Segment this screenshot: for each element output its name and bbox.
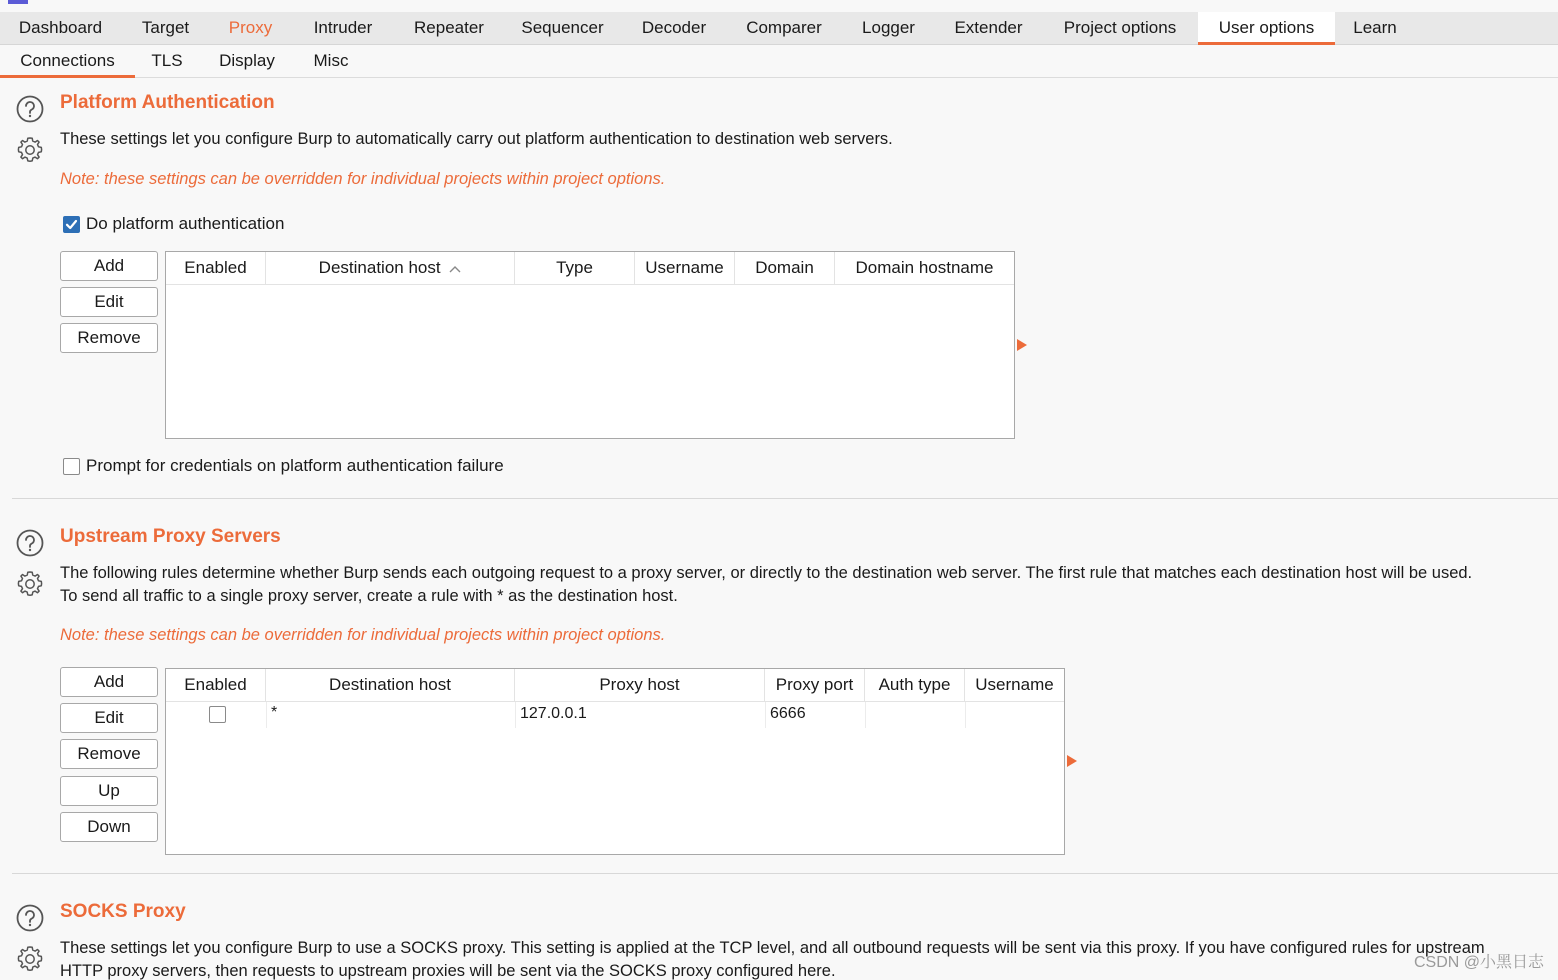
expand-arrow-icon[interactable] [1067, 755, 1077, 767]
upstream-proxy-description-2: To send all traffic to a single proxy server, create a rule with * as the destination host. [60, 587, 678, 605]
platform-auth-description: These settings let you configure Burp to automatically carry out platform authentication to destination web servers. [60, 130, 893, 148]
subtab-display[interactable]: Display [219, 51, 275, 70]
subtab-misc[interactable]: Misc [313, 51, 349, 70]
upstream-proxy-table[interactable] [165, 668, 1065, 855]
subtab-tls[interactable]: TLS [151, 51, 183, 70]
tab-extender[interactable]: Extender [954, 18, 1023, 37]
tab-user-options[interactable]: User options [1198, 12, 1335, 45]
tab-target[interactable]: Target [141, 18, 190, 37]
col-username[interactable]: Username [975, 675, 1054, 694]
platform-auth-table-header [166, 252, 1014, 285]
title-strip [0, 0, 1558, 12]
cell-divider [865, 702, 866, 728]
platform-auth-note: Note: these settings can be overridden for individual projects within project options. [60, 170, 666, 188]
row-proxy-host: 127.0.0.1 [520, 705, 587, 722]
upstream-proxy-description-1: The following rules determine whether Burp sends each outgoing request to a proxy server, or directly to the destination web server. The first rule that matches each destination host will be used. [60, 564, 1473, 582]
col-username[interactable]: Username [635, 252, 735, 285]
socks-proxy-description-2: HTTP proxy servers, then requests to upstream proxies will be sent via the SOCKS proxy configured here. [60, 962, 836, 980]
col-enabled[interactable]: Enabled [166, 252, 266, 285]
tab-logger[interactable]: Logger [862, 18, 915, 37]
col-proxy-host[interactable]: Proxy host [515, 669, 765, 702]
platform-auth-title: Platform Authentication [60, 92, 275, 113]
col-enabled[interactable]: Enabled [166, 669, 266, 702]
upstream-proxy-note: Note: these settings can be overridden for individual projects within project options. [60, 626, 666, 644]
col-proxy-port[interactable]: Proxy port [765, 669, 865, 702]
row-enabled-checkbox[interactable] [209, 706, 226, 723]
col-domain[interactable]: Domain [735, 252, 835, 285]
socks-proxy-description-1: These settings let you configure Burp to use a SOCKS proxy. This setting is applied at the TCP level, and all outbound requests will be sent via this proxy. If you have configured rules for upstream [60, 939, 1485, 957]
col-destination-host-label: Destination host [318, 258, 441, 277]
prompt-credentials-row[interactable] [63, 456, 504, 476]
platform-add-button[interactable]: Add [60, 251, 158, 281]
cell-divider [266, 702, 267, 728]
cell-divider [765, 702, 766, 728]
help-icon[interactable] [15, 903, 45, 933]
socks-proxy-title: SOCKS Proxy [60, 901, 186, 922]
table-row[interactable] [166, 702, 1064, 728]
prompt-credentials-label: Prompt for credentials on platform authentication failure [86, 456, 504, 475]
platform-remove-button[interactable]: Remove [60, 323, 158, 353]
upstream-up-button[interactable]: Up [60, 776, 158, 806]
upstream-proxy-title: Upstream Proxy Servers [60, 526, 281, 547]
watermark: CSDN @小黑日志 [1413, 954, 1544, 971]
expand-arrow-icon[interactable] [1017, 339, 1027, 351]
tab-proxy[interactable]: Proxy [228, 18, 273, 37]
section-divider [12, 873, 1558, 874]
burp-logo-icon [8, 0, 28, 4]
col-destination-host[interactable] [266, 252, 515, 285]
upstream-down-button[interactable]: Down [60, 812, 158, 842]
tab-dashboard[interactable]: Dashboard [18, 18, 103, 37]
upstream-proxy-table-header [166, 669, 1064, 702]
tab-intruder[interactable]: Intruder [313, 18, 373, 37]
help-icon[interactable] [15, 94, 45, 124]
settings-gear-icon[interactable] [15, 569, 45, 599]
cell-divider [965, 702, 966, 728]
tab-learn[interactable]: Learn [1353, 18, 1397, 37]
upstream-add-button[interactable]: Add [60, 667, 158, 697]
do-platform-auth-label: Do platform authentication [86, 214, 285, 233]
upstream-edit-button[interactable]: Edit [60, 703, 158, 733]
col-destination-host[interactable]: Destination host [266, 669, 515, 702]
tab-decoder[interactable]: Decoder [641, 18, 707, 37]
sort-ascending-icon [449, 265, 461, 273]
prompt-credentials-checkbox[interactable] [63, 458, 80, 475]
tab-comparer[interactable]: Comparer [746, 18, 822, 37]
col-auth-type[interactable]: Auth type [865, 669, 965, 702]
checkmark-icon [65, 218, 78, 231]
platform-edit-button[interactable]: Edit [60, 287, 158, 317]
subtab-connections[interactable]: Connections [0, 45, 135, 78]
tab-project-options[interactable]: Project options [1063, 18, 1177, 37]
section-divider [12, 498, 1558, 499]
do-platform-auth-row[interactable] [63, 214, 284, 234]
sub-tab-bar [0, 45, 1558, 78]
upstream-remove-button[interactable]: Remove [60, 739, 158, 769]
col-domain-hostname[interactable]: Domain hostname [855, 258, 994, 277]
cell-divider [515, 702, 516, 728]
main-tab-bar [0, 12, 1558, 45]
row-proxy-port: 6666 [770, 705, 806, 722]
help-icon[interactable] [15, 528, 45, 558]
settings-gear-icon[interactable] [15, 135, 45, 165]
platform-auth-table[interactable] [165, 251, 1015, 439]
settings-gear-icon[interactable] [15, 944, 45, 974]
tab-sequencer[interactable]: Sequencer [521, 18, 604, 37]
row-destination-host: * [271, 704, 278, 721]
tab-repeater[interactable]: Repeater [414, 18, 484, 37]
col-type[interactable]: Type [515, 252, 635, 285]
do-platform-auth-checkbox[interactable] [63, 216, 80, 233]
